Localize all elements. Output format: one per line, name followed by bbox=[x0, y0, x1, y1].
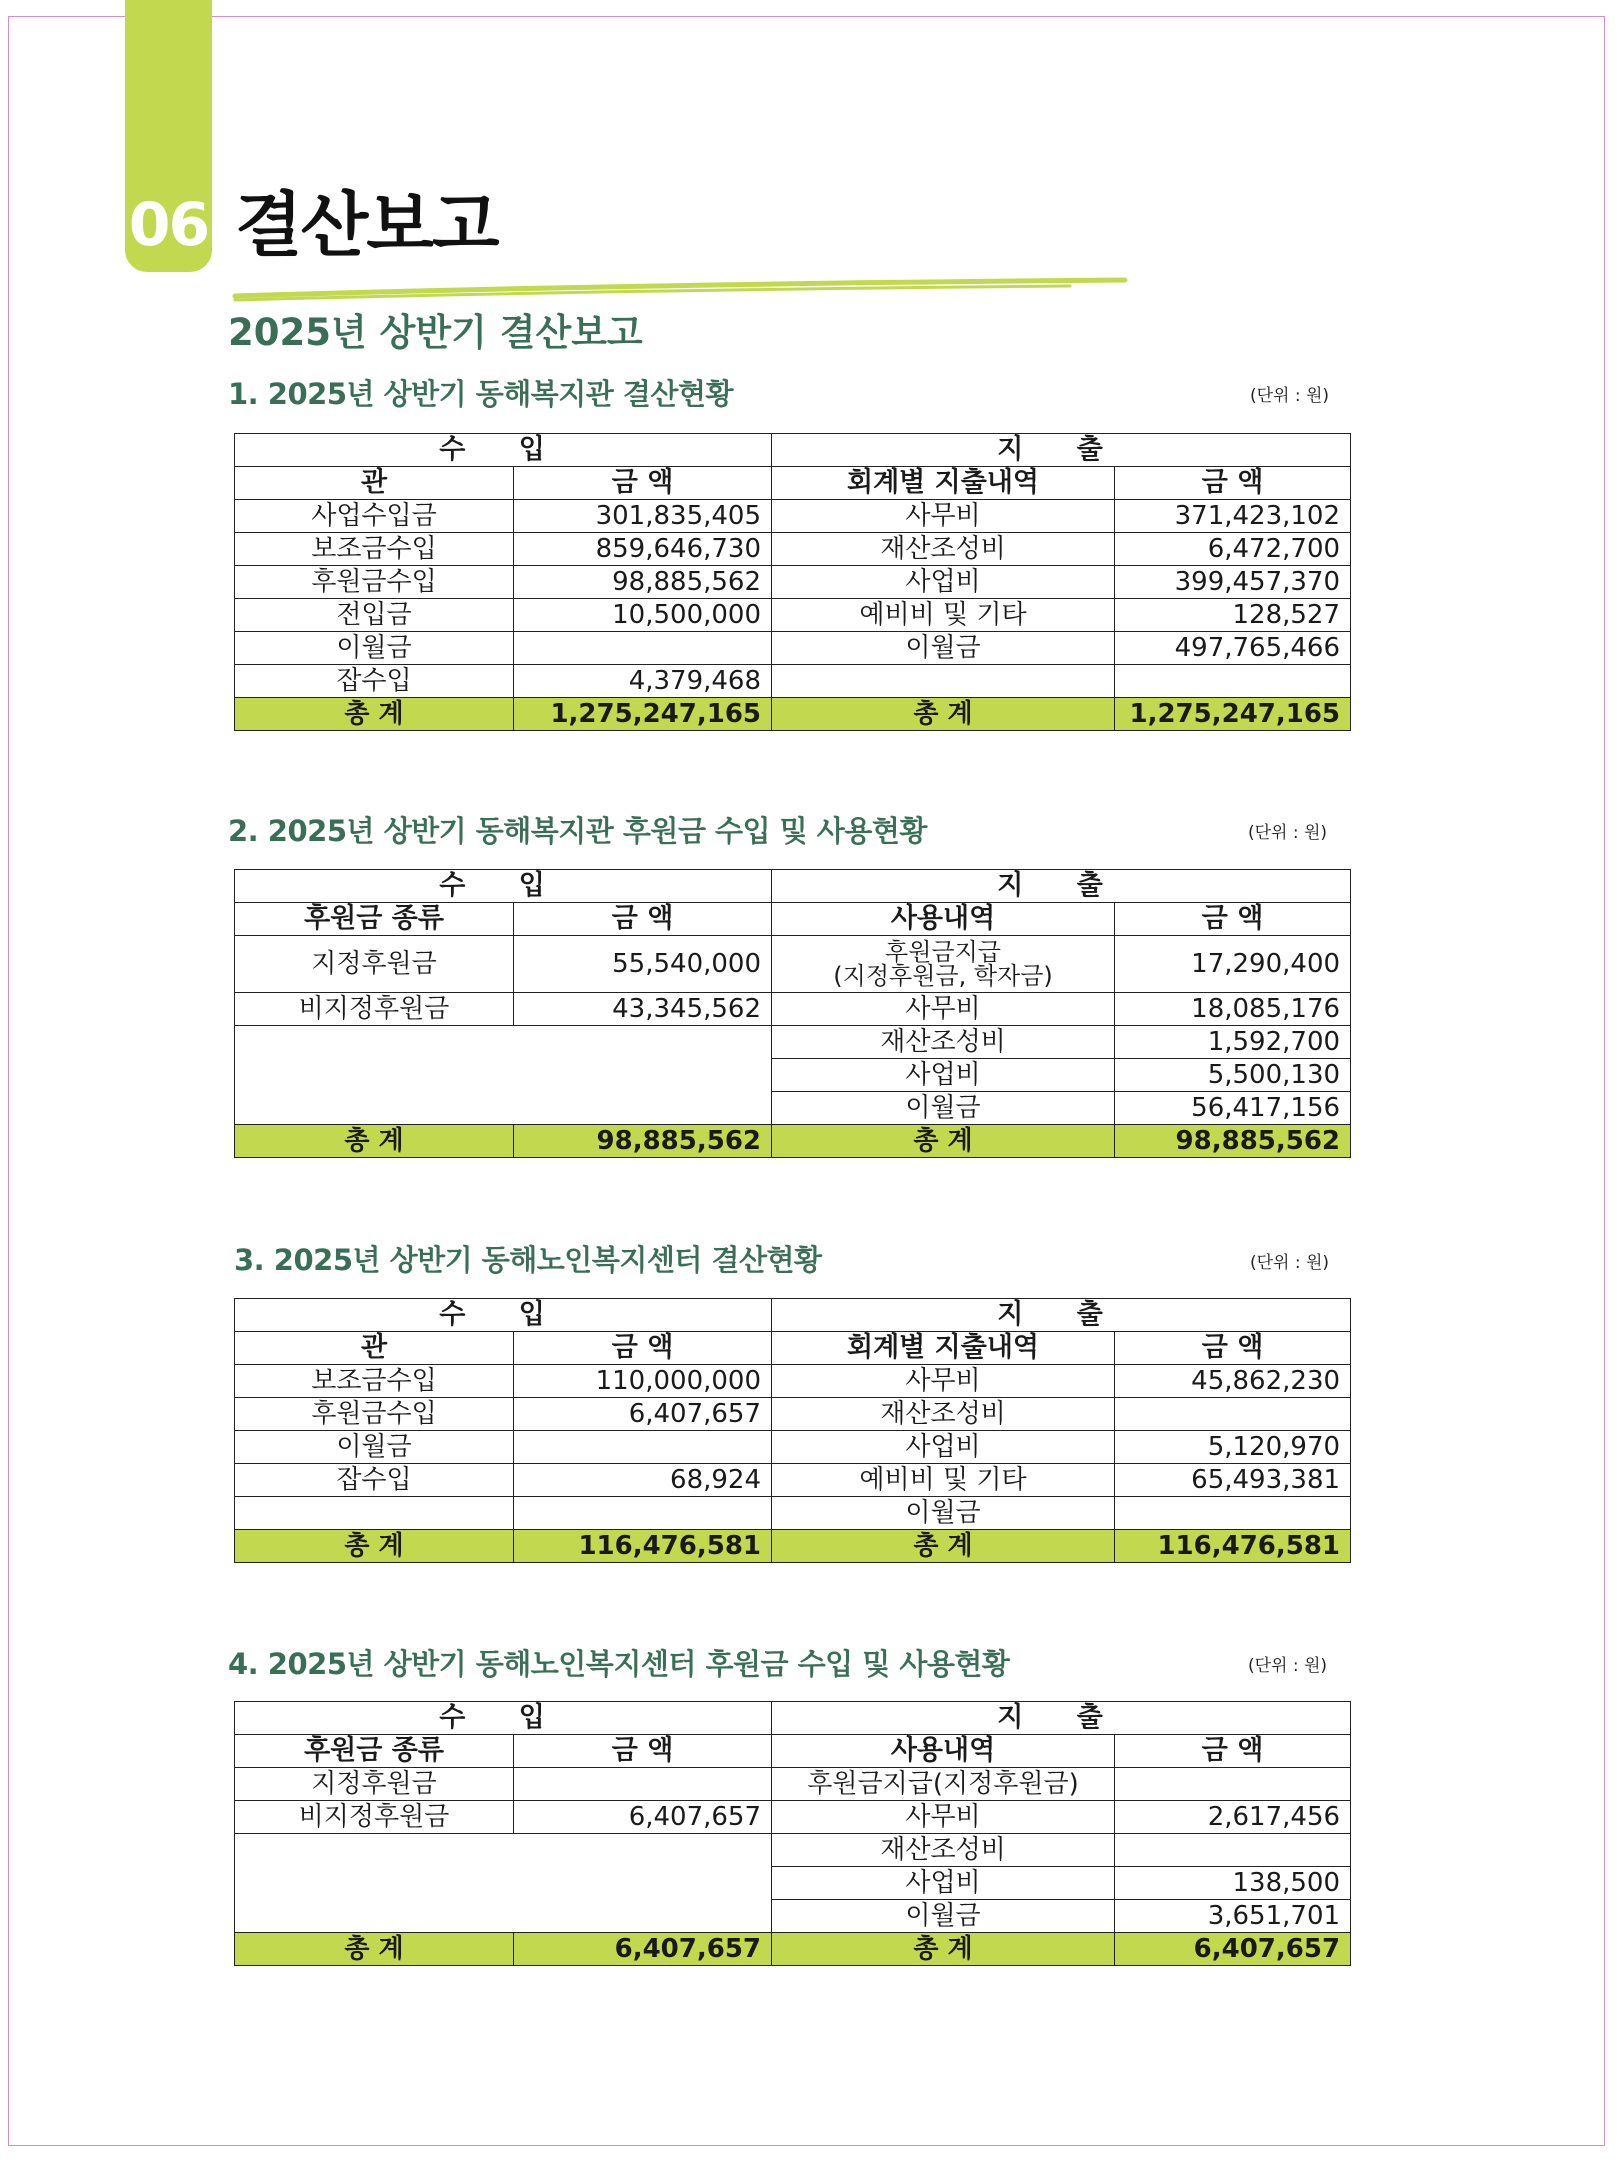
column-header-row bbox=[235, 1332, 1351, 1365]
table-header-row bbox=[235, 1702, 1351, 1735]
col-header: 금 액 bbox=[1115, 1735, 1351, 1768]
table-row bbox=[235, 1398, 1351, 1431]
col-header: 회계별 지출내역 bbox=[772, 467, 1115, 500]
income-amount: 110,000,000 bbox=[514, 1365, 772, 1398]
section-4-title: 4. 2025년 상반기 동해노인복지센터 후원금 수입 및 사용현황 bbox=[228, 1647, 1010, 1681]
expense-amount: 17,290,400 bbox=[1115, 936, 1351, 993]
income-amount: 68,924 bbox=[514, 1464, 772, 1497]
income-item: 이월금 bbox=[235, 632, 514, 665]
col-header: 회계별 지출내역 bbox=[772, 1332, 1115, 1365]
total-row bbox=[235, 1933, 1351, 1966]
income-item: 비지정후원금 bbox=[235, 993, 514, 1026]
section-1-table bbox=[234, 433, 1351, 731]
expense-item: 사업비 bbox=[772, 1431, 1115, 1464]
expense-amount: 497,765,466 bbox=[1115, 632, 1351, 665]
income-item: 후원금수입 bbox=[235, 1398, 514, 1431]
income-item: 후원금수입 bbox=[235, 566, 514, 599]
section-1-title: 1. 2025년 상반기 동해복지관 결산현황 bbox=[228, 377, 733, 411]
section-2-title: 2. 2025년 상반기 동해복지관 후원금 수입 및 사용현황 bbox=[228, 814, 927, 848]
total-label: 총 계 bbox=[235, 1530, 514, 1563]
expense-amount: 3,651,701 bbox=[1115, 1900, 1351, 1933]
col-header: 후원금 종류 bbox=[235, 1735, 514, 1768]
column-header-row bbox=[235, 1735, 1351, 1768]
income-amount bbox=[514, 632, 772, 665]
income-item: 전입금 bbox=[235, 599, 514, 632]
page-subtitle: 2025년 상반기 결산보고 bbox=[228, 311, 643, 354]
expense-item: 재산조성비 bbox=[772, 533, 1115, 566]
col-header: 금 액 bbox=[514, 903, 772, 936]
expense-amount: 138,500 bbox=[1115, 1867, 1351, 1900]
expense-header: 지 출 bbox=[997, 1702, 1125, 1733]
total-label: 총 계 bbox=[235, 1125, 514, 1158]
total-label: 총 계 bbox=[772, 1530, 1115, 1563]
total-income: 6,407,657 bbox=[514, 1933, 772, 1966]
income-amount: 4,379,468 bbox=[514, 665, 772, 698]
section-1-unit: (단위 : 원) bbox=[1250, 386, 1330, 406]
section-3-unit: (단위 : 원) bbox=[1250, 1253, 1330, 1273]
section-3-title: 3. 2025년 상반기 동해노인복지센터 결산현황 bbox=[234, 1243, 822, 1277]
table-row bbox=[235, 1801, 1351, 1834]
income-item: 지정후원금 bbox=[235, 936, 514, 993]
income-item: 이월금 bbox=[235, 1431, 514, 1464]
expense-item-line1: 후원금지급 bbox=[885, 938, 1001, 966]
table-header-row bbox=[235, 434, 1351, 467]
expense-amount bbox=[1115, 1398, 1351, 1431]
expense-amount: 399,457,370 bbox=[1115, 566, 1351, 599]
expense-item: 사무비 bbox=[772, 993, 1115, 1026]
expense-amount: 18,085,176 bbox=[1115, 993, 1351, 1026]
table-row bbox=[235, 632, 1351, 665]
col-header: 사용내역 bbox=[772, 1735, 1115, 1768]
expense-header: 지 출 bbox=[997, 434, 1125, 465]
total-label: 총 계 bbox=[772, 1125, 1115, 1158]
expense-header: 지 출 bbox=[997, 1299, 1125, 1330]
income-amount: 43,345,562 bbox=[514, 993, 772, 1026]
income-item: 보조금수입 bbox=[235, 533, 514, 566]
expense-amount: 6,472,700 bbox=[1115, 533, 1351, 566]
expense-amount: 1,592,700 bbox=[1115, 1026, 1351, 1059]
income-amount: 10,500,000 bbox=[514, 599, 772, 632]
table-row bbox=[235, 1365, 1351, 1398]
table-row bbox=[235, 1768, 1351, 1801]
col-header: 금 액 bbox=[1115, 467, 1351, 500]
page-title: 결산보고 bbox=[235, 184, 498, 266]
section-3-table bbox=[234, 1298, 1351, 1563]
expense-amount: 371,423,102 bbox=[1115, 500, 1351, 533]
income-amount: 98,885,562 bbox=[514, 566, 772, 599]
income-item: 잡수입 bbox=[235, 1464, 514, 1497]
expense-amount bbox=[1115, 1768, 1351, 1801]
column-header-row bbox=[235, 903, 1351, 936]
total-row bbox=[235, 1125, 1351, 1158]
income-item: 지정후원금 bbox=[235, 1768, 514, 1801]
section-4-table bbox=[234, 1701, 1351, 1966]
income-amount: 301,835,405 bbox=[514, 500, 772, 533]
empty-income-cell bbox=[235, 1026, 772, 1125]
table-row bbox=[235, 500, 1351, 533]
table-row bbox=[235, 1834, 1351, 1867]
income-amount bbox=[514, 1768, 772, 1801]
title-underline bbox=[230, 272, 1130, 302]
income-amount: 6,407,657 bbox=[514, 1398, 772, 1431]
expense-amount: 5,500,130 bbox=[1115, 1059, 1351, 1092]
section-2-table bbox=[234, 869, 1351, 1158]
expense-item: 이월금 bbox=[772, 632, 1115, 665]
expense-item: 예비비 및 기타 bbox=[772, 599, 1115, 632]
expense-item: 재산조성비 bbox=[772, 1398, 1115, 1431]
income-amount bbox=[514, 1497, 772, 1530]
col-header: 금 액 bbox=[514, 1332, 772, 1365]
total-expense: 6,407,657 bbox=[1115, 1933, 1351, 1966]
table-header-row bbox=[235, 870, 1351, 903]
expense-item: 이월금 bbox=[772, 1092, 1115, 1125]
total-label: 총 계 bbox=[772, 1933, 1115, 1966]
total-row bbox=[235, 698, 1351, 731]
expense-amount: 2,617,456 bbox=[1115, 1801, 1351, 1834]
total-label: 총 계 bbox=[235, 1933, 514, 1966]
table-row bbox=[235, 1464, 1351, 1497]
expense-item bbox=[772, 665, 1115, 698]
expense-item: 사업비 bbox=[772, 566, 1115, 599]
expense-header: 지 출 bbox=[997, 870, 1125, 901]
total-expense: 116,476,581 bbox=[1115, 1530, 1351, 1563]
expense-item: 후원금지급(지정후원금) bbox=[772, 1768, 1115, 1801]
col-header: 금 액 bbox=[514, 467, 772, 500]
total-income: 1,275,247,165 bbox=[514, 698, 772, 731]
income-amount: 55,540,000 bbox=[514, 936, 772, 993]
expense-item: 예비비 및 기타 bbox=[772, 1464, 1115, 1497]
section-2-unit: (단위 : 원) bbox=[1248, 823, 1328, 843]
col-header: 금 액 bbox=[1115, 1332, 1351, 1365]
income-item: 사업수입금 bbox=[235, 500, 514, 533]
expense-item: 사업비 bbox=[772, 1059, 1115, 1092]
col-header: 후원금 종류 bbox=[235, 903, 514, 936]
col-header: 사용내역 bbox=[772, 903, 1115, 936]
section-number: 06 bbox=[128, 190, 209, 260]
table-row bbox=[235, 1431, 1351, 1464]
table-row bbox=[235, 599, 1351, 632]
expense-item: 사무비 bbox=[772, 1365, 1115, 1398]
expense-item: 사무비 bbox=[772, 1801, 1115, 1834]
table-row bbox=[235, 993, 1351, 1026]
table-row bbox=[235, 1497, 1351, 1530]
expense-amount bbox=[1115, 1834, 1351, 1867]
income-header: 수 입 bbox=[439, 1702, 567, 1733]
income-item: 보조금수입 bbox=[235, 1365, 514, 1398]
total-expense: 98,885,562 bbox=[1115, 1125, 1351, 1158]
expense-amount: 45,862,230 bbox=[1115, 1365, 1351, 1398]
income-amount: 859,646,730 bbox=[514, 533, 772, 566]
total-expense: 1,275,247,165 bbox=[1115, 698, 1351, 731]
table-header-row bbox=[235, 1299, 1351, 1332]
column-header-row bbox=[235, 467, 1351, 500]
income-amount bbox=[514, 1431, 772, 1464]
expense-item: 사무비 bbox=[772, 500, 1115, 533]
expense-amount: 128,527 bbox=[1115, 599, 1351, 632]
expense-item: 재산조성비 bbox=[772, 1026, 1115, 1059]
expense-amount: 5,120,970 bbox=[1115, 1431, 1351, 1464]
income-item bbox=[235, 1497, 514, 1530]
expense-amount: 65,493,381 bbox=[1115, 1464, 1351, 1497]
expense-amount bbox=[1115, 665, 1351, 698]
section-4-unit: (단위 : 원) bbox=[1248, 1656, 1328, 1676]
table-row bbox=[235, 665, 1351, 698]
col-header: 금 액 bbox=[514, 1735, 772, 1768]
table-row bbox=[235, 936, 1351, 993]
col-header: 관 bbox=[235, 467, 514, 500]
expense-item bbox=[772, 936, 1115, 993]
expense-item: 재산조성비 bbox=[772, 1834, 1115, 1867]
table-row bbox=[235, 533, 1351, 566]
income-header: 수 입 bbox=[439, 870, 567, 901]
expense-amount bbox=[1115, 1497, 1351, 1530]
income-header: 수 입 bbox=[439, 434, 567, 465]
table-row bbox=[235, 1026, 1351, 1059]
total-row bbox=[235, 1530, 1351, 1563]
expense-amount: 56,417,156 bbox=[1115, 1092, 1351, 1125]
expense-item-line2: (지정후원금, 학자금) bbox=[833, 962, 1053, 990]
income-amount: 6,407,657 bbox=[514, 1801, 772, 1834]
col-header: 관 bbox=[235, 1332, 514, 1365]
income-item: 잡수입 bbox=[235, 665, 514, 698]
total-label: 총 계 bbox=[235, 698, 514, 731]
income-header: 수 입 bbox=[439, 1299, 567, 1330]
expense-item: 이월금 bbox=[772, 1900, 1115, 1933]
total-income: 98,885,562 bbox=[514, 1125, 772, 1158]
expense-item: 사업비 bbox=[772, 1867, 1115, 1900]
total-income: 116,476,581 bbox=[514, 1530, 772, 1563]
expense-item: 이월금 bbox=[772, 1497, 1115, 1530]
col-header: 금 액 bbox=[1115, 903, 1351, 936]
income-item: 비지정후원금 bbox=[235, 1801, 514, 1834]
empty-income-cell bbox=[235, 1834, 772, 1933]
table-row bbox=[235, 566, 1351, 599]
total-label: 총 계 bbox=[772, 698, 1115, 731]
